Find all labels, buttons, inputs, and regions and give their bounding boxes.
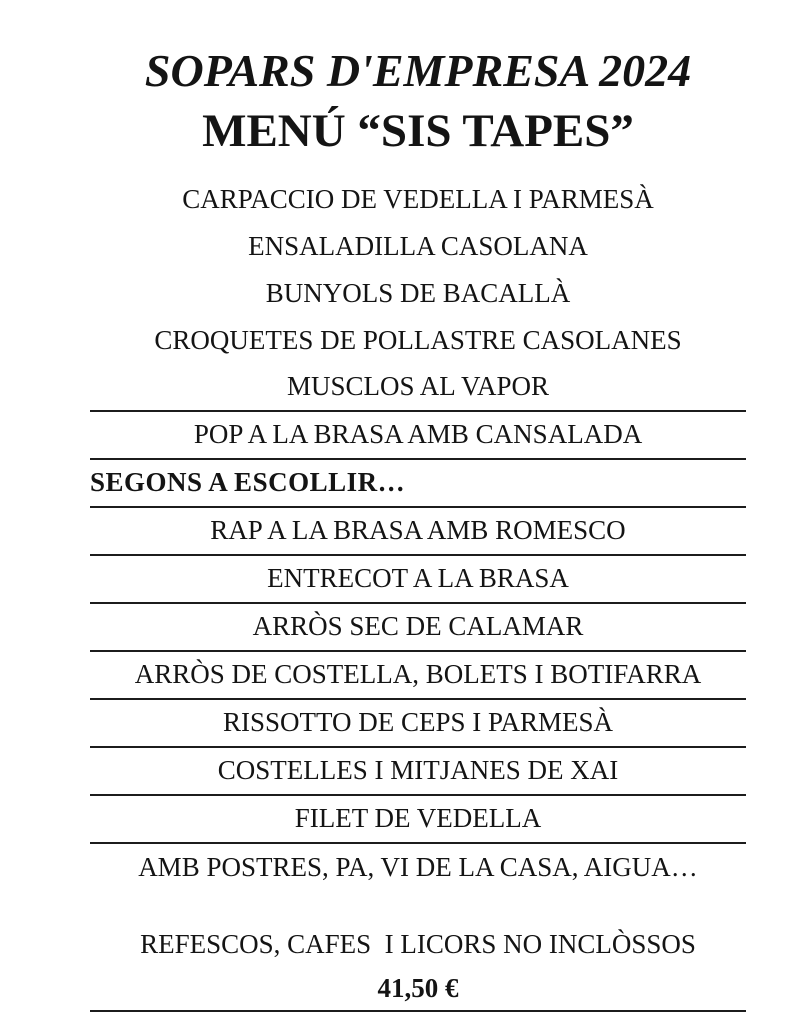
menu-item-row: [90, 556, 746, 604]
menu-item-text: ARRÒS DE COSTELLA, BOLETS I BOTIFARRA: [134, 659, 702, 690]
menu-item-text: ENSALADILLA CASOLANA: [248, 230, 588, 261]
menu-item-text: MUSCLOS AL VAPOR: [286, 371, 550, 402]
menu-list: [90, 176, 746, 1012]
menu-item-text: BUNYOLS DE BACALLÀ: [265, 277, 571, 308]
page-subtitle: MENÚ “SIS TAPES”: [202, 104, 634, 157]
menu-item-text: AMB POSTRES, PA, VI DE LA CASA, AIGUA…: [138, 851, 698, 882]
page-title: SOPARS D'EMPRESA 2024: [144, 45, 692, 96]
menu-item-row: [90, 270, 746, 317]
menu-item-text: ENTRECOT A LA BRASA: [267, 563, 569, 594]
price-row: [90, 968, 746, 1012]
menu-item-text: FILET DE VEDELLA: [294, 803, 542, 834]
menu-item-row: [90, 412, 746, 460]
menu-item-row: [90, 844, 746, 891]
menu-item-row: [90, 652, 746, 700]
menu-item-row: [90, 921, 746, 968]
menu-item-text: RISSOTTO DE CEPS I PARMESÀ: [222, 707, 614, 738]
menu-item-row: [90, 364, 746, 412]
menu-item-text: REFESCOS, CAFES I LICORS NO INCLÒSSOS: [140, 928, 696, 959]
menu-item-row: [90, 748, 746, 796]
section-header-row: [90, 460, 746, 508]
menu-content: [90, 0, 746, 1012]
menu-item-text: 41,50 €: [377, 973, 459, 1004]
menu-item-text: SEGONS A ESCOLLIR…: [90, 467, 406, 498]
menu-item-text: ARRÒS SEC DE CALAMAR: [252, 611, 584, 642]
menu-item-row: [90, 317, 746, 364]
menu-item-row: [90, 604, 746, 652]
menu-item-row: [90, 796, 746, 844]
menu-item-text: COSTELLES I MITJANES DE XAI: [217, 755, 619, 786]
menu-item-text: CARPACCIO DE VEDELLA I PARMESÀ: [182, 183, 654, 214]
menu-item-row: [90, 700, 746, 748]
menu-item-text: RAP A LA BRASA AMB ROMESCO: [210, 515, 626, 546]
spacer-row: [90, 891, 746, 921]
menu-item-text: POP A LA BRASA AMB CANSALADA: [193, 419, 643, 450]
menu-item-row: [90, 176, 746, 223]
menu-item-row: [90, 223, 746, 270]
menu-item-text: CROQUETES DE POLLASTRE CASOLANES: [154, 324, 682, 355]
menu-item-row: [90, 508, 746, 556]
